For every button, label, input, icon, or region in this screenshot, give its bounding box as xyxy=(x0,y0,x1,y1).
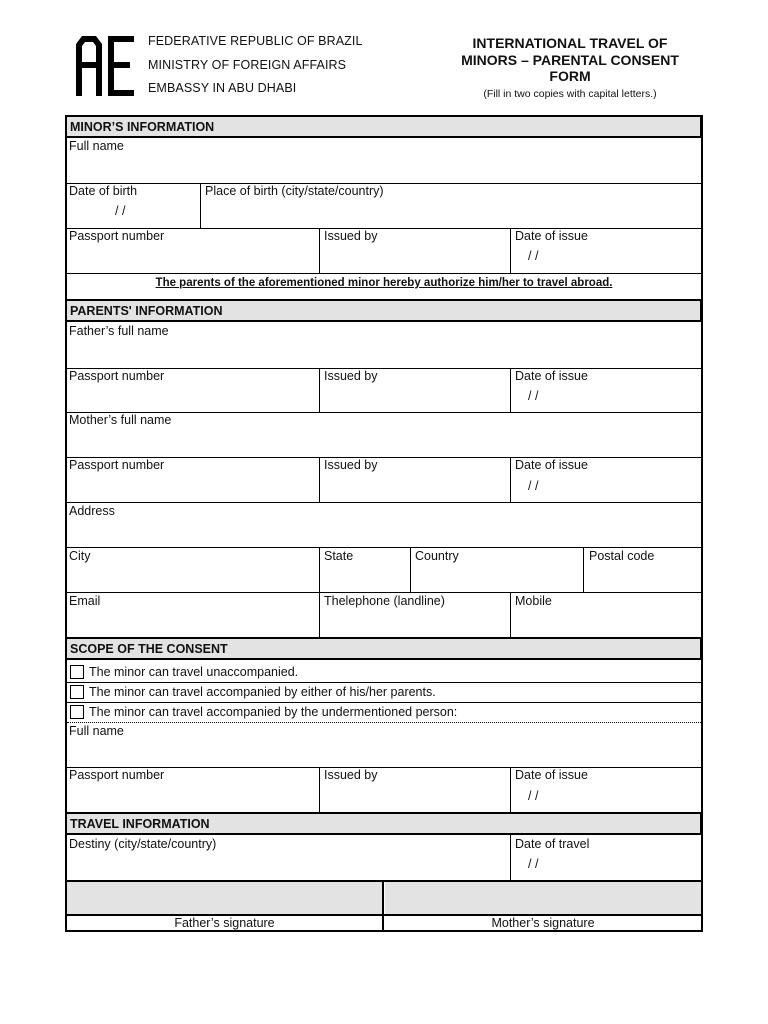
frame-right-border xyxy=(701,115,703,932)
postal-code-label: Postal code xyxy=(589,549,655,563)
divider xyxy=(67,702,701,703)
mother-passport-label: Passport number xyxy=(69,458,165,472)
dotted-divider xyxy=(67,722,701,723)
divider xyxy=(510,767,511,812)
authorization-statement: The parents of the aforementioned minor hereby authorize him/her to travel abroad. xyxy=(155,277,613,289)
mother-issue-date-slashes: / / xyxy=(528,479,539,493)
father-full-name-label: Father’s full name xyxy=(69,324,169,338)
telephone-label: Thelephone (landline) xyxy=(324,594,445,608)
divider xyxy=(319,592,320,637)
ministry-name: MINISTRY OF FOREIGN AFFAIRS xyxy=(148,58,347,72)
divider xyxy=(510,457,511,502)
frame-left-border xyxy=(65,115,67,932)
father-issue-date-slashes: / / xyxy=(528,389,539,403)
section-parents-information: PARENTS' INFORMATION xyxy=(65,299,702,322)
date-of-travel-label: Date of travel xyxy=(515,837,590,851)
mother-signature-box[interactable] xyxy=(385,882,701,914)
minor-date-of-birth-label: Date of birth xyxy=(69,184,138,198)
frame-bottom-border xyxy=(65,930,703,932)
father-signature-box[interactable] xyxy=(67,882,382,914)
divider xyxy=(510,835,511,880)
unaccompanied-checkbox[interactable] xyxy=(70,665,84,679)
embassy-logo xyxy=(74,34,136,98)
email-label: Email xyxy=(69,594,101,608)
father-signature-label: Father’s signature xyxy=(174,916,275,930)
state-label: State xyxy=(324,549,354,563)
father-date-of-issue-label: Date of issue xyxy=(515,369,588,383)
accompanied-by-person-checkbox[interactable] xyxy=(70,705,84,719)
signature-divider xyxy=(382,880,384,932)
unaccompanied-option-label: The minor can travel unaccompanied. xyxy=(89,665,299,679)
divider xyxy=(510,368,511,413)
minor-passport-label: Passport number xyxy=(69,229,165,243)
father-passport-label: Passport number xyxy=(69,369,165,383)
divider xyxy=(67,273,701,274)
divider xyxy=(67,592,701,593)
minor-dob-slashes: / / xyxy=(115,204,126,218)
divider xyxy=(510,228,511,273)
divider xyxy=(67,547,701,548)
divider xyxy=(583,547,584,592)
minor-issued-by-label: Issued by xyxy=(324,229,378,243)
destiny-label: Destiny (city/state/country) xyxy=(69,837,217,851)
mother-date-of-issue-label: Date of issue xyxy=(515,458,588,472)
mobile-label: Mobile xyxy=(515,594,552,608)
divider xyxy=(67,502,701,503)
travel-date-slashes: / / xyxy=(528,857,539,871)
form-title-line-2: MINORS – PARENTAL CONSENT xyxy=(461,52,679,68)
divider xyxy=(510,592,511,637)
companion-date-of-issue-label: Date of issue xyxy=(515,768,588,782)
minor-date-of-issue-label: Date of issue xyxy=(515,229,588,243)
mother-full-name-label: Mother’s full name xyxy=(69,413,172,427)
father-issued-by-label: Issued by xyxy=(324,369,378,383)
address-label: Address xyxy=(69,504,115,518)
companion-passport-label: Passport number xyxy=(69,768,165,782)
divider xyxy=(319,547,320,592)
divider xyxy=(319,767,320,812)
minor-full-name-label: Full name xyxy=(69,139,124,153)
form-title-line-1: INTERNATIONAL TRAVEL OF xyxy=(472,35,668,51)
mother-signature-label: Mother’s signature xyxy=(491,916,595,930)
section-scope-of-consent: SCOPE OF THE CONSENT xyxy=(65,637,702,660)
city-label: City xyxy=(69,549,91,563)
section-minor-information: MINOR’S INFORMATION xyxy=(65,115,702,138)
companion-full-name-label: Full name xyxy=(69,724,124,738)
minor-issue-date-slashes: / / xyxy=(528,249,539,263)
divider xyxy=(67,183,701,184)
form-title-line-3: FORM xyxy=(549,68,591,84)
divider xyxy=(410,547,411,592)
divider xyxy=(67,682,701,683)
divider xyxy=(319,228,320,273)
divider xyxy=(200,183,201,228)
companion-issued-by-label: Issued by xyxy=(324,768,378,782)
divider xyxy=(319,368,320,413)
minor-place-of-birth-label: Place of birth (city/state/country) xyxy=(205,184,384,198)
accompanied-by-person-option-label: The minor can travel accompanied by the undermentioned person: xyxy=(89,705,458,719)
mother-issued-by-label: Issued by xyxy=(324,458,378,472)
accompanied-by-parent-option-label: The minor can travel accompanied by either of his/her parents. xyxy=(89,685,436,699)
country-name: FEDERATIVE REPUBLIC OF BRAZIL xyxy=(148,34,363,48)
country-label: Country xyxy=(415,549,459,563)
form-subtitle: (Fill in two copies with capital letters.) xyxy=(483,88,657,100)
section-travel-information: TRAVEL INFORMATION xyxy=(65,812,702,835)
ae-logo-icon xyxy=(74,34,136,98)
embassy-name: EMBASSY IN ABU DHABI xyxy=(148,81,297,95)
divider xyxy=(319,457,320,502)
companion-issue-date-slashes: / / xyxy=(528,789,539,803)
accompanied-by-parent-checkbox[interactable] xyxy=(70,685,84,699)
